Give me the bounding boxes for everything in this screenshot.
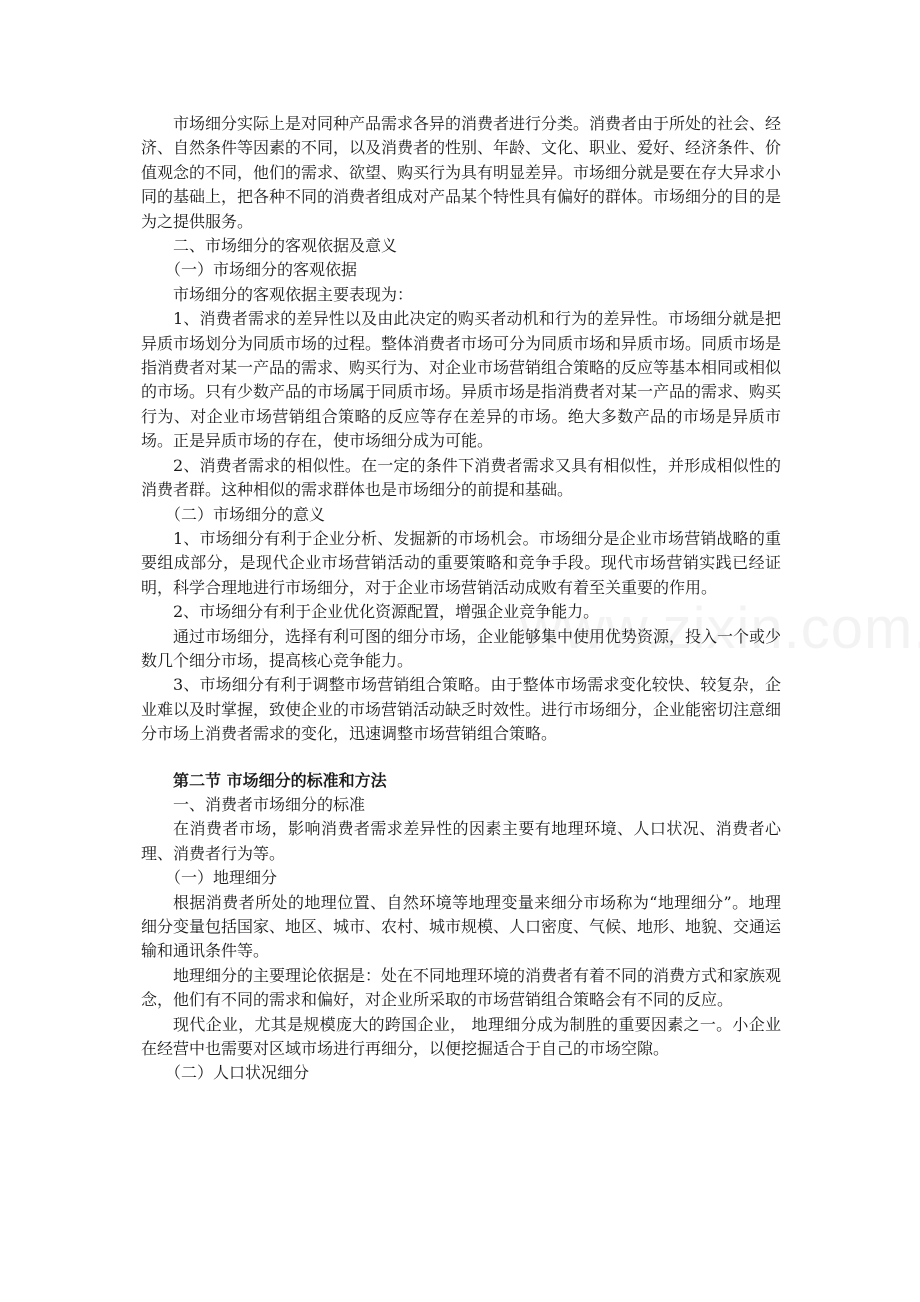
paragraph-basis-intro: 市场细分的客观依据主要表现为：: [173, 284, 414, 304]
subheading-objective-basis: （一）市场细分的客观依据: [165, 260, 358, 280]
heading-consumer-market-standards: 一、消费者市场细分的标准: [173, 794, 366, 814]
subheading-demographic-segmentation: （二）人口状况细分: [165, 1063, 310, 1083]
subheading-significance: （二）市场细分的意义: [165, 504, 326, 524]
paragraph-basis-2: 2、消费者需求的相似性。在一定的条件下消费者需求又具有相似性，并形成相似性的消费者群。这种相似的需求群体也是市场细分的前提和基础。: [141, 455, 781, 500]
paragraph-geographic-modern: 现代企业，尤其是规模庞大的跨国企业， 地理细分成为制胜的重要因素之一。小企业在经营中也需要对区域市场进行再细分，以便挖掘适合于自己的市场空隙。: [141, 1014, 781, 1059]
paragraph-significance-2: 2、市场细分有利于企业优化资源配置，增强企业竞争能力。: [173, 602, 600, 622]
section-heading-standards-and-methods: 第二节 市场细分的标准和方法: [173, 770, 387, 790]
paragraph-basis-1: 1、消费者需求的差异性以及由此决定的购买者动机和行为的差异性。市场细分就是把异质市场划分为同质市场的过程。整体消费者市场可分为同质市场和异质市场。同质市场是指消费者对某一产品的需求、购买行为、对企业市场营销组合策略的反应等基本相同或相似的市场。只有少数产品的市场属于同质市场。异质市场是指消费者对某一产品的需求、购买行为、对企业市场营销组合策略的反应等存在差异的市场。绝大多数产品的市场是异质市场。正是异质市场的存在，使市场细分成为可能。: [141, 309, 782, 451]
paragraph-significance-2-detail: 通过市场细分，选择有利可图的细分市场，企业能够集中使用优势资源，投入一个或少数几个细分市场，提高核心竞争能力。: [141, 626, 782, 670]
document-body: [141, 112, 781, 1086]
paragraph-significance-3: 3、市场细分有利于调整市场营销组合策略。由于整体市场需求变化较快、较复杂，企业难以及时掌握，致使企业的市场营销活动缺乏时效性。进行市场细分，企业能密切注意细分市场上消费者需求的变化，迅速调整市场营销组合策略。: [141, 675, 782, 744]
paragraph-significance-1: 1、市场细分有利于企业分析、发掘新的市场机会。市场细分是企业市场营销战略的重要组成部分，是现代企业市场营销活动的重要策略和竞争手段。现代市场营销实践已经证明，科学合理地进行市场细分，对于企业市场营销活动成败有着至关重要的作用。: [141, 528, 781, 597]
paragraph-consumer-factors: 在消费者市场，影响消费者需求差异性的因素主要有地理环境、人口状况、消费者心理、消费者行为等。: [141, 819, 781, 863]
heading-objective-basis-and-significance: 二、市场细分的客观依据及意义: [173, 236, 398, 256]
paragraph-geographic-definition: 根据消费者所处的地理位置、自然环境等地理变量来细分市场称为“地理细分”。地理细分变量包括国家、地区、城市、农村、城市规模、人口密度、气候、地形、地貌、交通运输和通讯条件等。: [141, 892, 782, 961]
paragraph-intro: 市场细分实际上是对同种产品需求各异的消费者进行分类。消费者由于所处的社会、经济、自然条件等因素的不同，以及消费者的性别、年龄、文化、职业、爱好、经济条件、价值观念的不同，他们的需求、欲望、购买行为具有明显差异。市场细分就是要在存大异求小同的基础上，把各种不同的消费者组成对产品某个特性具有偏好的群体。市场细分的目的是为之提供服务。: [141, 114, 782, 231]
paragraph-geographic-theory: 地理细分的主要理论依据是：处在不同地理环境的消费者有着不同的消费方式和家族观念，他们有不同的需求和偏好，对企业所采取的市场营销组合策略会有不同的反应。: [141, 965, 782, 1010]
subheading-geographic-segmentation: （一）地理细分: [165, 868, 278, 888]
